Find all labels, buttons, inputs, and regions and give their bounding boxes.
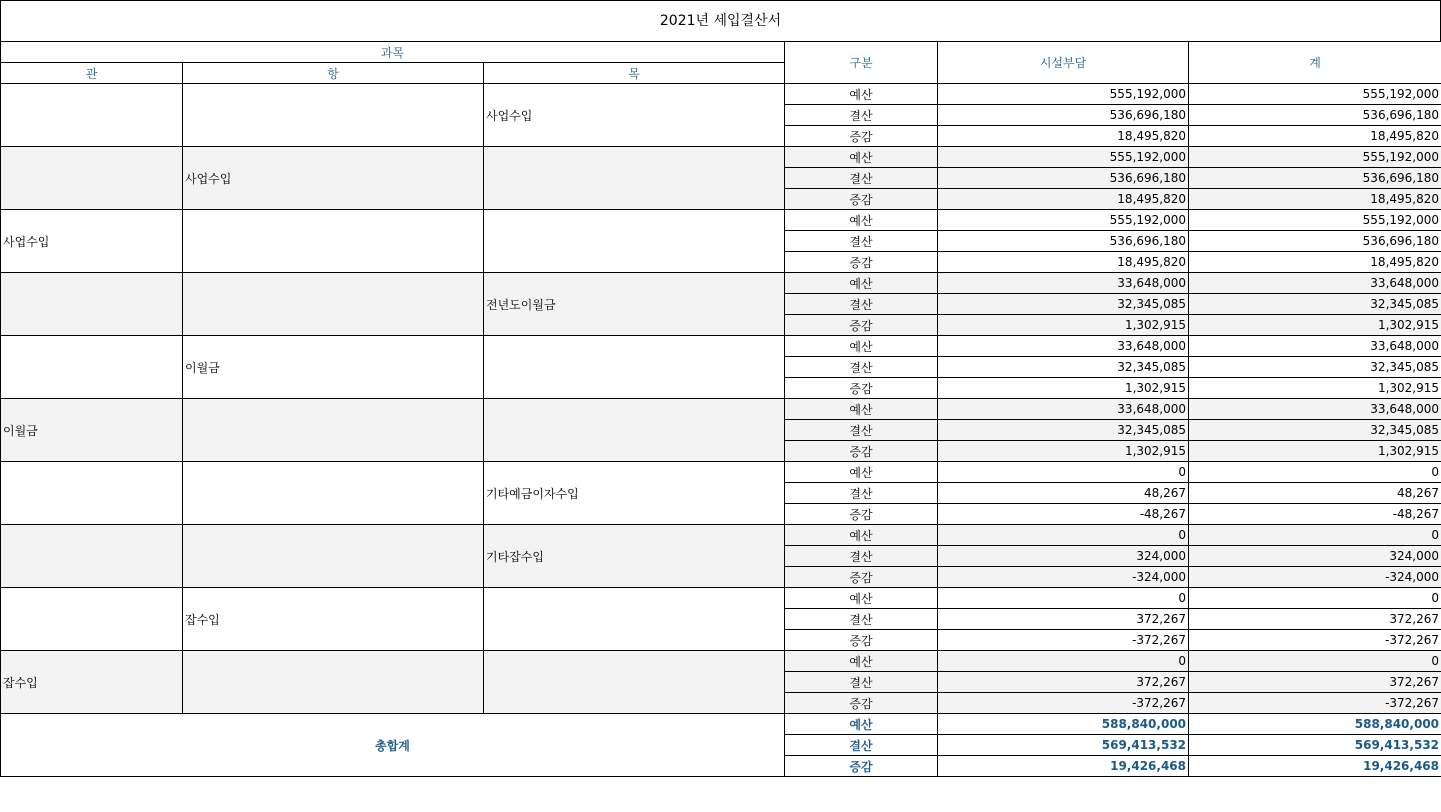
cell-gubun: 예산 <box>785 399 938 420</box>
cell-facility-amount: 33,648,000 <box>938 273 1189 294</box>
table-row <box>1 525 1441 546</box>
cell-total-amount: -372,267 <box>1189 630 1441 651</box>
table-row <box>1 84 1441 105</box>
cell-facility-amount: 1,302,915 <box>938 315 1189 336</box>
cell-mok <box>484 147 785 210</box>
cell-gubun: 결산 <box>785 105 938 126</box>
cell-total-amount: 32,345,085 <box>1189 357 1441 378</box>
cell-gwan: 사업수입 <box>1 210 183 273</box>
cell-facility-amount: -324,000 <box>938 567 1189 588</box>
cell-total-amount: 33,648,000 <box>1189 273 1441 294</box>
header-mok: 목 <box>484 63 785 84</box>
cell-total-amount: 555,192,000 <box>1189 147 1441 168</box>
cell-hang <box>183 525 484 588</box>
cell-total-amount: 33,648,000 <box>1189 336 1441 357</box>
cell-gwan <box>1 462 183 525</box>
cell-total-amount: 0 <box>1189 525 1441 546</box>
cell-gubun: 증감 <box>785 756 938 777</box>
cell-total-amount: 536,696,180 <box>1189 231 1441 252</box>
cell-gubun: 증감 <box>785 315 938 336</box>
cell-gubun: 결산 <box>785 546 938 567</box>
cell-facility-amount: 555,192,000 <box>938 210 1189 231</box>
cell-gubun: 예산 <box>785 84 938 105</box>
cell-facility-amount: 19,426,468 <box>938 756 1189 777</box>
header-hang: 항 <box>183 63 484 84</box>
cell-hang <box>183 399 484 462</box>
cell-gwan: 잡수입 <box>1 651 183 714</box>
report-title: 2021년 세입결산서 <box>0 0 1441 41</box>
cell-mok: 전년도이월금 <box>484 273 785 336</box>
cell-total-amount: 555,192,000 <box>1189 210 1441 231</box>
cell-facility-amount: 324,000 <box>938 546 1189 567</box>
cell-hang <box>183 210 484 273</box>
cell-total-amount: 0 <box>1189 651 1441 672</box>
cell-facility-amount: 18,495,820 <box>938 189 1189 210</box>
cell-gubun: 증감 <box>785 441 938 462</box>
cell-total-amount: 588,840,000 <box>1189 714 1441 735</box>
cell-facility-amount: 1,302,915 <box>938 378 1189 399</box>
cell-facility-amount: 0 <box>938 588 1189 609</box>
cell-total-amount: 19,426,468 <box>1189 756 1441 777</box>
cell-facility-amount: -48,267 <box>938 504 1189 525</box>
cell-hang: 사업수입 <box>183 147 484 210</box>
cell-facility-amount: 555,192,000 <box>938 147 1189 168</box>
cell-gubun: 예산 <box>785 525 938 546</box>
cell-facility-amount: 0 <box>938 462 1189 483</box>
cell-facility-amount: 32,345,085 <box>938 294 1189 315</box>
cell-total-amount: 18,495,820 <box>1189 252 1441 273</box>
cell-gubun: 증감 <box>785 504 938 525</box>
total-row <box>1 714 1441 735</box>
cell-hang <box>183 651 484 714</box>
cell-total-amount: 18,495,820 <box>1189 126 1441 147</box>
cell-gwan <box>1 147 183 210</box>
table-row <box>1 147 1441 168</box>
cell-gubun: 결산 <box>785 231 938 252</box>
cell-facility-amount: 33,648,000 <box>938 399 1189 420</box>
cell-gwan: 이월금 <box>1 399 183 462</box>
cell-facility-amount: 33,648,000 <box>938 336 1189 357</box>
table-row <box>1 273 1441 294</box>
table-row <box>1 210 1441 231</box>
table-row <box>1 336 1441 357</box>
cell-gubun: 증감 <box>785 252 938 273</box>
cell-facility-amount: 569,413,532 <box>938 735 1189 756</box>
cell-gubun: 결산 <box>785 294 938 315</box>
cell-mok <box>484 588 785 651</box>
cell-facility-amount: 536,696,180 <box>938 231 1189 252</box>
grand-total-label: 총합계 <box>1 714 785 777</box>
cell-total-amount: -372,267 <box>1189 693 1441 714</box>
cell-gubun: 증감 <box>785 126 938 147</box>
cell-gubun: 예산 <box>785 588 938 609</box>
cell-facility-amount: 1,302,915 <box>938 441 1189 462</box>
cell-gwan <box>1 588 183 651</box>
cell-facility-amount: 536,696,180 <box>938 105 1189 126</box>
table-row <box>1 462 1441 483</box>
cell-gubun: 예산 <box>785 273 938 294</box>
cell-total-amount: -324,000 <box>1189 567 1441 588</box>
cell-gubun: 예산 <box>785 462 938 483</box>
cell-gubun: 증감 <box>785 378 938 399</box>
cell-gwan <box>1 84 183 147</box>
cell-gubun: 증감 <box>785 630 938 651</box>
cell-facility-amount: -372,267 <box>938 630 1189 651</box>
cell-gwan <box>1 273 183 336</box>
cell-facility-amount: 555,192,000 <box>938 84 1189 105</box>
table-row <box>1 399 1441 420</box>
cell-total-amount: 0 <box>1189 462 1441 483</box>
cell-mok: 기타잡수입 <box>484 525 785 588</box>
cell-gubun: 증감 <box>785 189 938 210</box>
cell-gubun: 예산 <box>785 210 938 231</box>
cell-total-amount: 569,413,532 <box>1189 735 1441 756</box>
cell-total-amount: 555,192,000 <box>1189 84 1441 105</box>
cell-mok <box>484 210 785 273</box>
cell-mok: 사업수입 <box>484 84 785 147</box>
cell-hang: 잡수입 <box>183 588 484 651</box>
header-total: 계 <box>1189 42 1441 84</box>
cell-hang <box>183 462 484 525</box>
cell-mok <box>484 651 785 714</box>
cell-gubun: 증감 <box>785 693 938 714</box>
cell-total-amount: 18,495,820 <box>1189 189 1441 210</box>
cell-gubun: 결산 <box>785 168 938 189</box>
cell-hang <box>183 273 484 336</box>
cell-gubun: 예산 <box>785 336 938 357</box>
cell-total-amount: 536,696,180 <box>1189 105 1441 126</box>
cell-total-amount: 48,267 <box>1189 483 1441 504</box>
cell-facility-amount: 32,345,085 <box>938 420 1189 441</box>
cell-gubun: 결산 <box>785 609 938 630</box>
cell-gwan <box>1 336 183 399</box>
cell-facility-amount: 536,696,180 <box>938 168 1189 189</box>
cell-gubun: 예산 <box>785 147 938 168</box>
cell-facility-amount: 372,267 <box>938 609 1189 630</box>
cell-facility-amount: 0 <box>938 525 1189 546</box>
cell-total-amount: 536,696,180 <box>1189 168 1441 189</box>
cell-facility-amount: 18,495,820 <box>938 126 1189 147</box>
cell-hang <box>183 84 484 147</box>
cell-total-amount: 32,345,085 <box>1189 294 1441 315</box>
settlement-table <box>0 41 1441 777</box>
cell-gubun: 결산 <box>785 357 938 378</box>
cell-facility-amount: 0 <box>938 651 1189 672</box>
cell-gubun: 결산 <box>785 420 938 441</box>
cell-gubun: 증감 <box>785 567 938 588</box>
cell-total-amount: 1,302,915 <box>1189 441 1441 462</box>
table-row <box>1 588 1441 609</box>
cell-facility-amount: 372,267 <box>938 672 1189 693</box>
cell-total-amount: 372,267 <box>1189 609 1441 630</box>
cell-total-amount: 372,267 <box>1189 672 1441 693</box>
cell-gubun: 예산 <box>785 651 938 672</box>
header-facility: 시설부담 <box>938 42 1189 84</box>
header-gwan: 관 <box>1 63 183 84</box>
cell-total-amount: -48,267 <box>1189 504 1441 525</box>
cell-gwan <box>1 525 183 588</box>
cell-total-amount: 33,648,000 <box>1189 399 1441 420</box>
cell-total-amount: 1,302,915 <box>1189 378 1441 399</box>
cell-facility-amount: 588,840,000 <box>938 714 1189 735</box>
cell-hang: 이월금 <box>183 336 484 399</box>
cell-mok: 기타예금이자수입 <box>484 462 785 525</box>
cell-total-amount: 0 <box>1189 588 1441 609</box>
cell-gubun: 결산 <box>785 672 938 693</box>
cell-gubun: 예산 <box>785 714 938 735</box>
cell-total-amount: 1,302,915 <box>1189 315 1441 336</box>
header-gubun: 구분 <box>785 42 938 84</box>
cell-facility-amount: -372,267 <box>938 693 1189 714</box>
cell-mok <box>484 336 785 399</box>
cell-facility-amount: 48,267 <box>938 483 1189 504</box>
cell-gubun: 결산 <box>785 735 938 756</box>
cell-facility-amount: 32,345,085 <box>938 357 1189 378</box>
cell-facility-amount: 18,495,820 <box>938 252 1189 273</box>
table-body <box>1 84 1441 777</box>
cell-total-amount: 324,000 <box>1189 546 1441 567</box>
cell-total-amount: 32,345,085 <box>1189 420 1441 441</box>
table-row <box>1 651 1441 672</box>
cell-gubun: 결산 <box>785 483 938 504</box>
cell-mok <box>484 399 785 462</box>
header-gwamok: 과목 <box>1 42 785 63</box>
